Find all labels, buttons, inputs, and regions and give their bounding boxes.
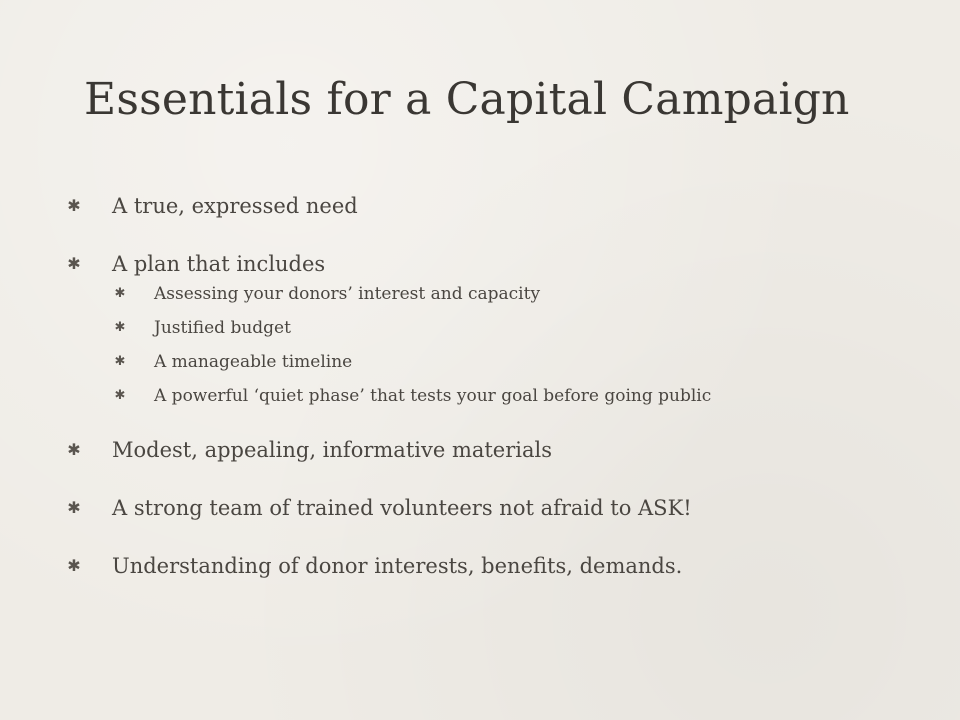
star-bullet-icon: ✱: [114, 354, 126, 369]
sub-bullet-text: A manageable timeline: [154, 352, 353, 372]
star-bullet-icon: ✱: [114, 286, 126, 301]
sub-bullet-text: Assessing your donors’ interest and capacity: [154, 284, 541, 304]
bullet-item: [62, 190, 892, 222]
bullet-item: [62, 434, 892, 466]
sub-bullet-item: [108, 316, 892, 340]
bullet-text: Understanding of donor interests, benefits, demands.: [112, 554, 683, 578]
star-bullet-icon: ✱: [114, 388, 126, 403]
sub-bullet-text: Justified budget: [154, 318, 291, 338]
star-bullet-icon: ✱: [67, 498, 81, 517]
star-bullet-icon: ✱: [67, 196, 81, 215]
bullet-item: [62, 550, 892, 582]
star-bullet-icon: ✱: [67, 254, 81, 273]
sub-bullet-list: [112, 282, 892, 408]
sub-bullet-item: [108, 350, 892, 374]
sub-bullet-text: A powerful ‘quiet phase’ that tests your goal before going public: [154, 386, 712, 406]
bullet-text: Modest, appealing, informative materials: [112, 438, 553, 462]
slide-title: Essentials for a Capital Campaign: [84, 74, 850, 125]
bullet-text: A plan that includes: [112, 252, 326, 276]
bullet-list: [62, 190, 892, 582]
sub-bullet-item: [108, 282, 892, 306]
sub-bullet-item: [108, 384, 892, 408]
star-bullet-icon: ✱: [114, 320, 126, 335]
star-bullet-icon: ✱: [67, 440, 81, 459]
bullet-item: [62, 248, 892, 408]
bullet-text: A strong team of trained volunteers not afraid to ASK!: [112, 496, 692, 520]
bullet-item: [62, 492, 892, 524]
star-bullet-icon: ✱: [67, 556, 81, 575]
bullet-text: A true, expressed need: [112, 194, 358, 218]
